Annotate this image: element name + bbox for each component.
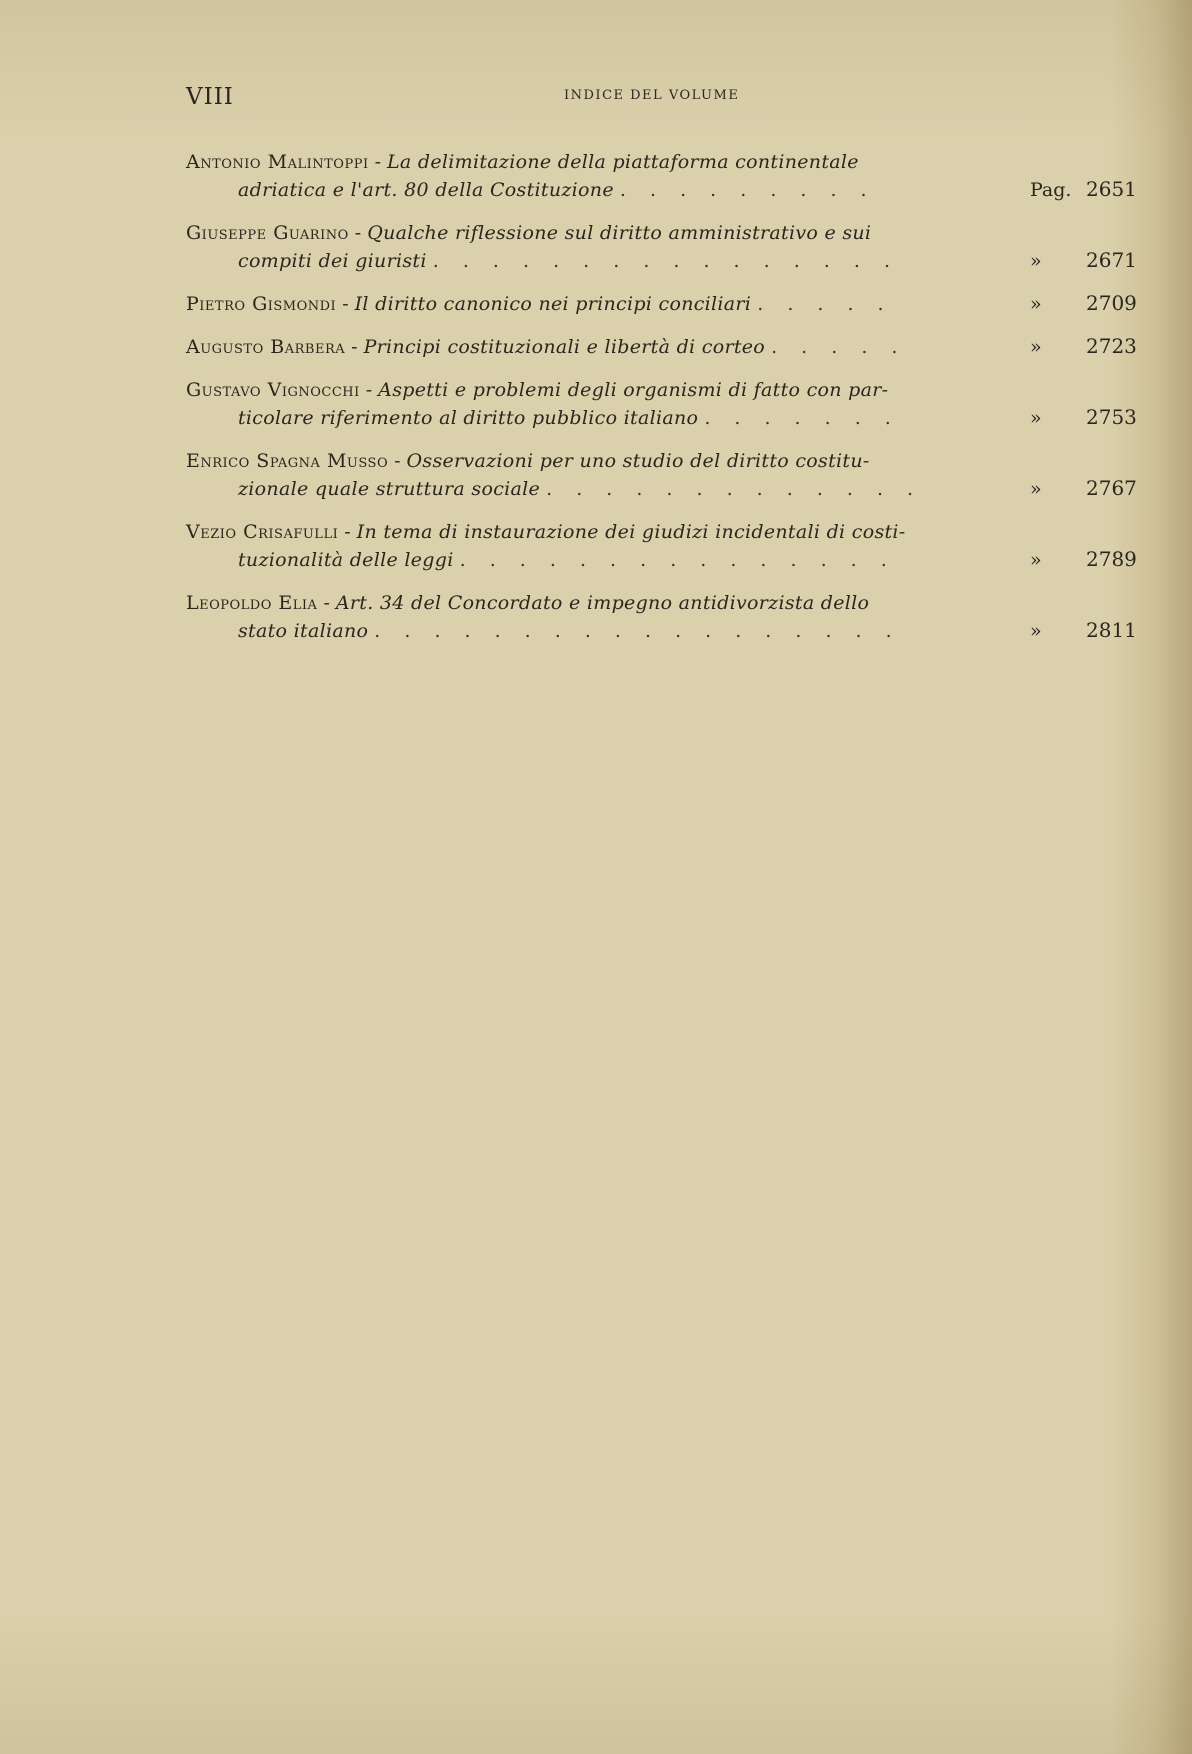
page-number-ref: 2811 (1086, 618, 1137, 642)
entry-title: Il diritto canonico nei principi conciliari (354, 293, 752, 315)
page-number-ref: 2671 (1086, 248, 1137, 272)
leader-dots: . . . . . . . . . . . . . . . . . . (374, 620, 901, 642)
entry-title: Qualche riflessione sul diritto amministrativo e sui (367, 222, 872, 244)
page-reference (1026, 545, 1136, 574)
page-marker: » (1030, 478, 1042, 500)
page-number-ref: 2709 (1086, 291, 1137, 315)
page-reference (1026, 474, 1136, 503)
page-marker: » (1030, 293, 1042, 315)
toc-entry: Augusto Barbera - Principi costituzionali e libertà di corteo . . . . . » 2723 (186, 333, 1136, 361)
toc-entry: Enrico Spagna Musso - Osservazioni per uno studio del diritto costitu- zionale quale struttura sociale . . . . . . . . . . . . . » 2767 (186, 447, 1136, 503)
entry-author: Antonio Malintoppi (186, 151, 369, 173)
page-marker: Pag. (1030, 179, 1072, 201)
leader-dots: . . . . . . . . . . . . . (546, 478, 923, 500)
page-reference (1026, 175, 1136, 204)
entry-title-continued: stato italiano (238, 620, 369, 642)
page-reference (1026, 616, 1136, 645)
toc-entry: Gustavo Vignocchi - Aspetti e problemi degli organismi di fatto con par- ticolare riferimento al diritto pubblico italiano . . . . . . . » 2753 (186, 376, 1136, 432)
entry-title: In tema di instaurazione dei giudizi incidentali di costi- (356, 521, 906, 543)
entry-author: Enrico Spagna Musso (186, 450, 389, 472)
page-marker: » (1030, 407, 1042, 429)
page-number: VIII (186, 84, 234, 110)
entry-author: Augusto Barbera (186, 336, 346, 358)
toc-entry: Pietro Gismondi - Il diritto canonico nei principi conciliari . . . . . » 2709 (186, 290, 1136, 318)
entry-title: Principi costituzionali e libertà di corteo (363, 336, 766, 358)
entry-author: Vezio Crisafulli (186, 521, 339, 543)
page-reference (1026, 403, 1136, 432)
leader-dots: . . . . . . . . . . . . . . . (459, 549, 896, 571)
page-number-ref: 2767 (1086, 476, 1137, 500)
entry-title: Osservazioni per uno studio del diritto costitu- (406, 450, 870, 472)
page-marker: » (1030, 336, 1042, 358)
entry-title: Aspetti e problemi degli organismi di fatto con par- (378, 379, 889, 401)
entry-title-continued: adriatica e l'art. 80 della Costituzione (238, 179, 614, 201)
entry-author: Gustavo Vignocchi (186, 379, 360, 401)
entry-author: Pietro Gismondi (186, 293, 337, 315)
entry-title-continued: ticolare riferimento al diritto pubblico italiano (238, 407, 699, 429)
page-marker: » (1030, 250, 1042, 272)
running-title: INDICE DEL VOLUME (564, 88, 740, 103)
page-number-ref: 2753 (1086, 405, 1137, 429)
leader-dots: . . . . . . . . . . . . . . . . (432, 250, 899, 272)
entry-title-continued: compiti dei giuristi (238, 250, 427, 272)
table-of-contents (186, 148, 1136, 660)
toc-entry: Leopoldo Elia - Art. 34 del Concordato e impegno antidivorzista dello stato italiano . . . . . . . . . . . . . . . . . . » 2811 (186, 589, 1136, 645)
page-marker: » (1030, 620, 1042, 642)
toc-entry: Antonio Malintoppi - La delimitazione della piattaforma continentale adriatica e l'art. 80 della Costituzione . . . . . . . . . Pag. 2651 (186, 148, 1136, 204)
entry-author: Leopoldo Elia (186, 592, 318, 614)
entry-title-continued: tuzionalità delle leggi (238, 549, 454, 571)
toc-entry: Vezio Crisafulli - In tema di instaurazione dei giudizi incidentali di costi- tuzionalità delle leggi . . . . . . . . . . . . . . . » 2789 (186, 518, 1136, 574)
toc-entry: Giuseppe Guarino - Qualche riflessione sul diritto amministrativo e sui compiti dei giuristi . . . . . . . . . . . . . . . . » 2671 (186, 219, 1136, 275)
page-marker: » (1030, 549, 1042, 571)
entry-title: La delimitazione della piattaforma continentale (387, 151, 859, 173)
running-head (186, 84, 1132, 114)
leader-dots: . . . . . . . (704, 407, 900, 429)
page-reference (1026, 332, 1136, 361)
leader-dots: . . . . . (771, 336, 907, 358)
page-reference (1026, 289, 1136, 318)
entry-author: Giuseppe Guarino (186, 222, 349, 244)
page-number-ref: 2723 (1086, 334, 1137, 358)
leader-dots: . . . . . . . . . (619, 179, 876, 201)
page-reference (1026, 246, 1136, 275)
entry-title: Art. 34 del Concordato e impegno antidivorzista dello (335, 592, 870, 614)
page-number-ref: 2789 (1086, 547, 1137, 571)
page-number-ref: 2651 (1086, 177, 1137, 201)
leader-dots: . . . . . (757, 293, 893, 315)
entry-title-continued: zionale quale struttura sociale (238, 478, 541, 500)
